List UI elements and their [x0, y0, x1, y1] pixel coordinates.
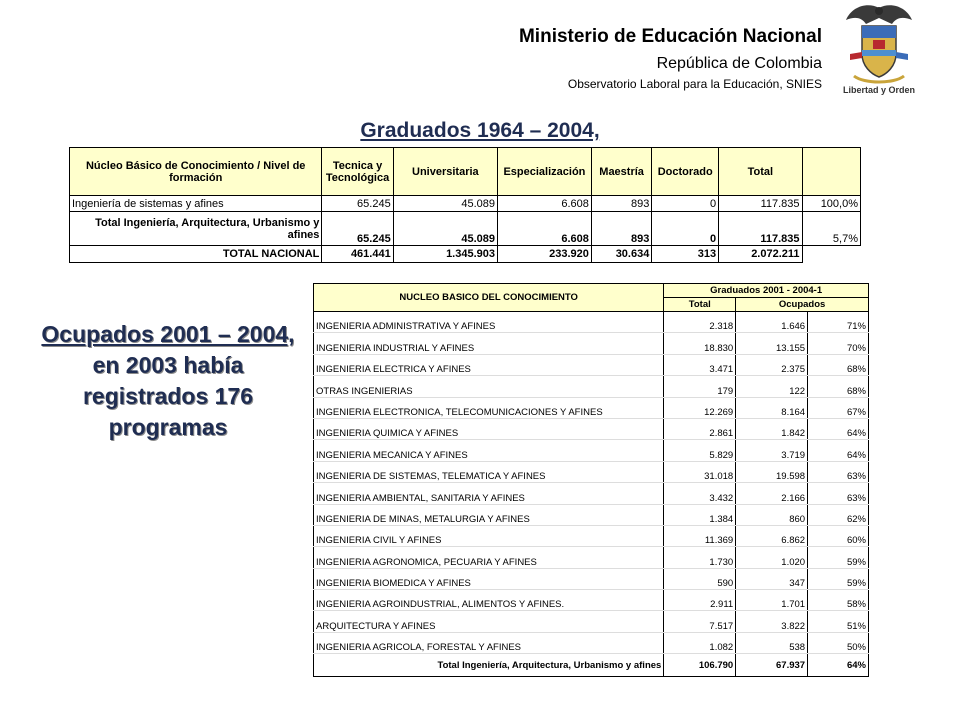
table-row [314, 312, 869, 333]
value-cell: 51% [808, 611, 869, 632]
table-row [314, 525, 869, 546]
value-cell: 117.835 [719, 196, 802, 212]
value-cell: 3.822 [736, 611, 808, 632]
ocupados-side-text [28, 319, 308, 443]
ocupados-table-body [314, 312, 869, 654]
row-label: INGENIERIA AGRONOMICA, PECUARIA Y AFINES [314, 547, 664, 568]
value-cell: 0 [652, 196, 719, 212]
value-cell: 117.835 [719, 212, 802, 246]
value-cell: 31.018 [664, 461, 736, 482]
value-cell: 233.920 [498, 246, 592, 263]
header-cell: Ocupados [736, 298, 869, 312]
row-label: INGENIERIA QUIMICA Y AFINES [314, 418, 664, 439]
header-cell: Graduados 2001 - 2004-1 [664, 284, 869, 298]
value-cell [802, 246, 860, 263]
value-cell: 893 [591, 196, 651, 212]
value-cell: 2.318 [664, 312, 736, 333]
value-cell: 893 [591, 212, 651, 246]
header-cell: NUCLEO BASICO DEL CONOCIMIENTO [314, 284, 664, 312]
value-cell: 1.345.903 [393, 246, 497, 263]
header-cell: Tecnica y Tecnológica [322, 148, 393, 196]
header-cell [802, 148, 860, 196]
value-cell: 2.375 [736, 354, 808, 375]
row-label: Total Ingeniería, Arquitectura, Urbanismo y afines [70, 212, 322, 246]
value-cell: 1.384 [664, 504, 736, 525]
value-cell: 30.634 [591, 246, 651, 263]
value-cell: 18.830 [664, 333, 736, 354]
value-cell: 2.911 [664, 590, 736, 611]
row-label: TOTAL NACIONAL [70, 246, 322, 263]
value-cell: 68% [808, 376, 869, 397]
graduados-title: Graduados 1964 – 2004, [360, 119, 600, 142]
value-cell: 0 [652, 212, 719, 246]
row-label: Ingeniería de sistemas y afines [70, 196, 322, 212]
value-cell: 1.646 [736, 312, 808, 333]
table-row [314, 376, 869, 397]
row-label: INGENIERIA INDUSTRIAL Y AFINES [314, 333, 664, 354]
value-cell: 6.862 [736, 525, 808, 546]
ministry-title: Ministerio de Educación Nacional [518, 26, 822, 47]
row-label: INGENIERIA ADMINISTRATIVA Y AFINES [314, 312, 664, 333]
value-cell: 59% [808, 568, 869, 589]
row-label: INGENIERIA AGROINDUSTRIAL, ALIMENTOS Y AFINES. [314, 590, 664, 611]
value-cell: 313 [652, 246, 719, 263]
value-cell: 13.155 [736, 333, 808, 354]
value-cell: 64% [808, 418, 869, 439]
table-row [314, 418, 869, 439]
ocupados-header-row [314, 284, 869, 298]
total-row [314, 654, 869, 677]
value-cell: 1.082 [664, 632, 736, 653]
value-cell: 58% [808, 590, 869, 611]
header-cell: Universitaria [393, 148, 497, 196]
value-cell: 122 [736, 376, 808, 397]
value-cell: 3.432 [664, 483, 736, 504]
table-row [314, 547, 869, 568]
row-label: INGENIERIA ELECTRONICA, TELECOMUNICACIONES Y AFINES [314, 397, 664, 418]
header-cell: Doctorado [652, 148, 719, 196]
value-cell: 3.719 [736, 440, 808, 461]
graduados-header-row [70, 148, 861, 196]
ocupados-table [313, 283, 869, 677]
table-row [314, 354, 869, 375]
table-row [314, 461, 869, 482]
row-label: INGENIERIA MECANICA Y AFINES [314, 440, 664, 461]
table-row [314, 568, 869, 589]
table-row [314, 440, 869, 461]
row-label: INGENIERIA CIVIL Y AFINES [314, 525, 664, 546]
value-cell: 64% [808, 654, 869, 677]
row-label: INGENIERIA DE SISTEMAS, TELEMATICA Y AFINES [314, 461, 664, 482]
value-cell: 63% [808, 483, 869, 504]
value-cell: 6.608 [498, 212, 592, 246]
row-label: INGENIERIA DE MINAS, METALURGIA Y AFINES [314, 504, 664, 525]
value-cell: 1.730 [664, 547, 736, 568]
value-cell: 106.790 [664, 654, 736, 677]
value-cell: 62% [808, 504, 869, 525]
value-cell: 3.471 [664, 354, 736, 375]
value-cell: 1.842 [736, 418, 808, 439]
row-label: OTRAS INGENIERIAS [314, 376, 664, 397]
value-cell: 100,0% [802, 196, 860, 212]
graduados-table [69, 147, 861, 263]
side-text-line-2: en 2003 había [92, 352, 244, 378]
table-row [314, 611, 869, 632]
header-cell: Total [719, 148, 802, 196]
row-label: ARQUITECTURA Y AFINES [314, 611, 664, 632]
value-cell: 5,7% [802, 212, 860, 246]
value-cell: 179 [664, 376, 736, 397]
observatory-name: Observatorio Laboral para la Educación, SNIES [567, 77, 822, 91]
value-cell: 590 [664, 568, 736, 589]
value-cell: 45.089 [393, 196, 497, 212]
value-cell: 2.166 [736, 483, 808, 504]
value-cell: 347 [736, 568, 808, 589]
row-label: INGENIERIA BIOMEDICA Y AFINES [314, 568, 664, 589]
svg-text:Libertad y Orden: Libertad y Orden [842, 85, 916, 95]
table-row [70, 196, 861, 212]
row-label: Total Ingeniería, Arquitectura, Urbanismo y afines [314, 654, 664, 677]
row-label: INGENIERIA AGRICOLA, FORESTAL Y AFINES [314, 632, 664, 653]
value-cell: 1.701 [736, 590, 808, 611]
side-text-line-3: registrados 176 [82, 383, 254, 409]
table-row [314, 504, 869, 525]
value-cell: 60% [808, 525, 869, 546]
table-row [314, 590, 869, 611]
value-cell: 2.072.211 [719, 246, 802, 263]
value-cell: 65.245 [322, 212, 393, 246]
header-cell: Total [664, 298, 736, 312]
side-text-line-4: programas [108, 414, 228, 440]
value-cell: 461.441 [322, 246, 393, 263]
table-row [314, 632, 869, 653]
value-cell: 50% [808, 632, 869, 653]
row-label: INGENIERIA AMBIENTAL, SANITARIA Y AFINES [314, 483, 664, 504]
value-cell: 6.608 [498, 196, 592, 212]
value-cell: 7.517 [664, 611, 736, 632]
value-cell: 71% [808, 312, 869, 333]
value-cell: 19.598 [736, 461, 808, 482]
value-cell: 68% [808, 354, 869, 375]
value-cell: 67.937 [736, 654, 808, 677]
value-cell: 70% [808, 333, 869, 354]
value-cell: 67% [808, 397, 869, 418]
value-cell: 1.020 [736, 547, 808, 568]
value-cell: 5.829 [664, 440, 736, 461]
value-cell: 63% [808, 461, 869, 482]
value-cell: 2.861 [664, 418, 736, 439]
value-cell: 11.369 [664, 525, 736, 546]
header-cell: Maestría [591, 148, 651, 196]
value-cell: 538 [736, 632, 808, 653]
colombia-coat-of-arms-seal [842, 2, 916, 98]
value-cell: 65.245 [322, 196, 393, 212]
row-label: INGENIERIA ELECTRICA Y AFINES [314, 354, 664, 375]
table-row [314, 333, 869, 354]
table-row [70, 212, 861, 246]
table-row [70, 246, 861, 263]
value-cell: 64% [808, 440, 869, 461]
side-text-line-1: Ocupados 2001 – 2004, [41, 321, 295, 347]
table-row [314, 483, 869, 504]
table-row [314, 397, 869, 418]
value-cell: 8.164 [736, 397, 808, 418]
value-cell: 45.089 [393, 212, 497, 246]
country-name: República de Colombia [656, 55, 822, 72]
value-cell: 12.269 [664, 397, 736, 418]
value-cell: 860 [736, 504, 808, 525]
header-cell: Especialización [498, 148, 592, 196]
value-cell: 59% [808, 547, 869, 568]
header-cell: Núcleo Básico de Conocimiento / Nivel de formación [70, 148, 322, 196]
